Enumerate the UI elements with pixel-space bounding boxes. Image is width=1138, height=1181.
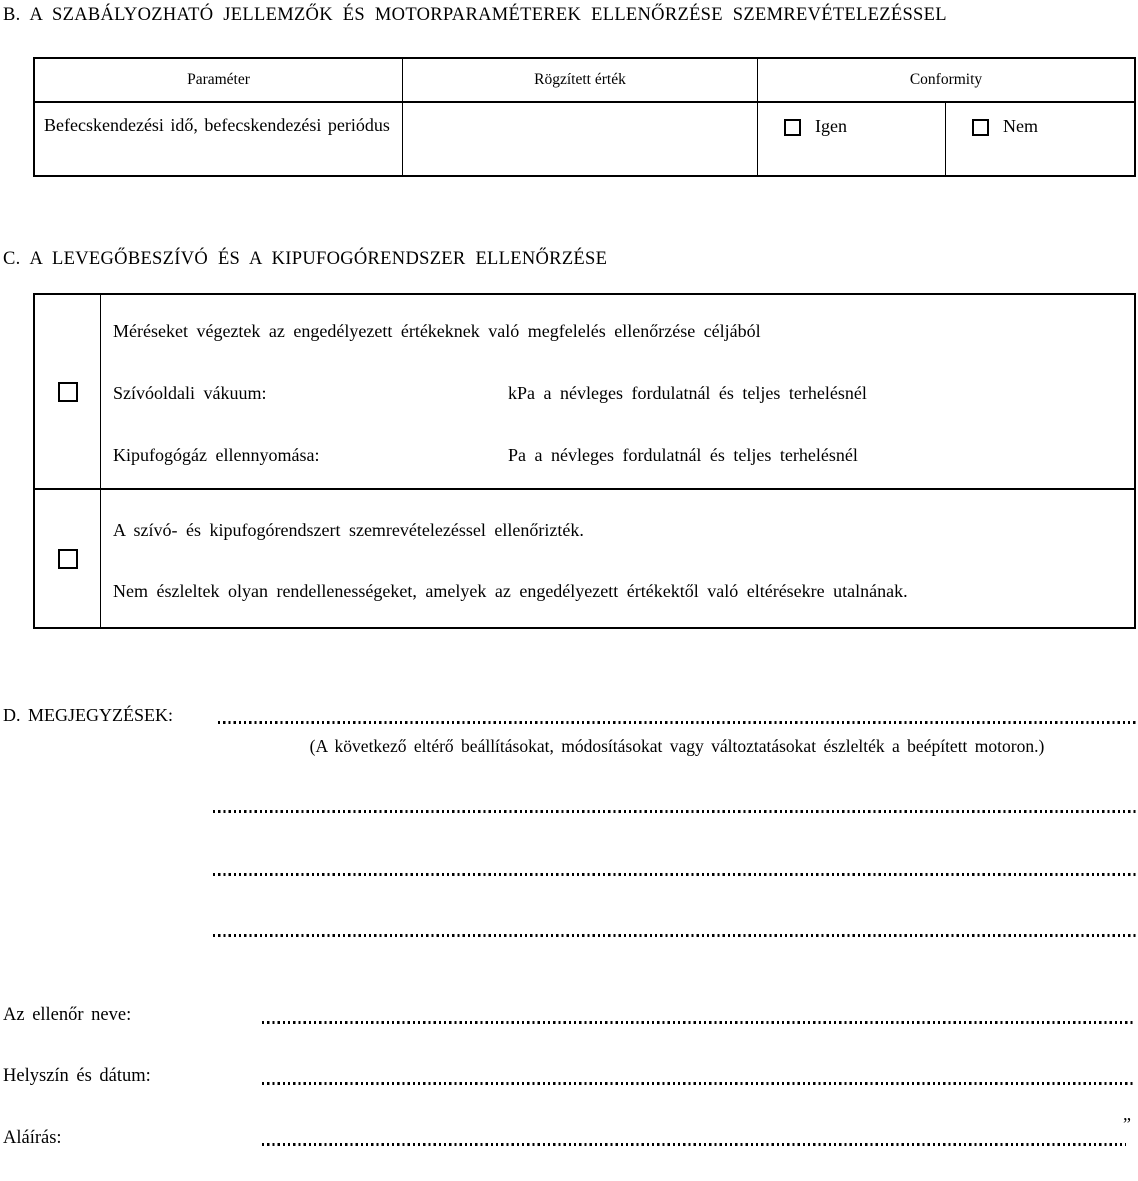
measurements-checkbox[interactable] <box>58 382 78 402</box>
place-date-line[interactable] <box>262 1082 1134 1085</box>
section-b-table <box>33 57 1136 177</box>
visual-inspection-line1: A szívó- és kipufogórendszert szemrevételezéssel ellenőrizték. <box>113 520 584 540</box>
signature-line[interactable] <box>262 1143 1126 1146</box>
measurements-checkbox-cell <box>35 295 101 488</box>
recorded-value-cell[interactable] <box>403 103 758 175</box>
measurements-row <box>35 295 1134 490</box>
visual-inspection-line2: Nem észleltek olyan rendellenességeket, amelyek az engedélyezett értékektől való eltérésekre utalnának. <box>113 581 908 601</box>
comments-dotted-line-4[interactable] <box>213 934 1136 937</box>
nem-checkbox[interactable] <box>972 119 989 136</box>
table-b-header-row <box>35 59 1134 103</box>
table-b-data-row <box>35 103 1134 175</box>
section-c-heading: C. A LEVEGŐBESZÍVÓ ÉS A KIPUFOGÓRENDSZER ELLENŐRZÉSE <box>3 249 608 269</box>
comments-dotted-line-3[interactable] <box>213 873 1136 876</box>
section-b-heading: B. A SZABÁLYOZHATÓ JELLEMZŐK ÉS MOTORPARAMÉTEREK ELLENŐRZÉSE SZEMREVÉTELEZÉSSEL <box>3 5 947 25</box>
closing-quote-mark: ” <box>1123 1114 1131 1134</box>
vacuum-label: Szívóoldali vákuum: <box>113 383 267 403</box>
inspector-name-label: Az ellenőr neve: <box>3 1005 132 1025</box>
backpressure-value: Pa a névleges fordulatnál és teljes terhelésnél <box>508 445 858 465</box>
vacuum-value: kPa a névleges fordulatnál és teljes terhelésnél <box>508 383 867 403</box>
conformity-no-cell <box>946 103 1134 175</box>
place-date-label: Helyszín és dátum: <box>3 1066 151 1086</box>
table-b-col-conformity: Conformity <box>909 71 983 88</box>
parameter-cell: Befecskendezési idő, befecskendezési periódus <box>35 103 403 175</box>
section-c-table <box>33 293 1136 629</box>
igen-label: Igen <box>815 116 847 136</box>
signature-label: Aláírás: <box>3 1128 62 1148</box>
backpressure-line <box>113 445 1120 466</box>
visual-inspection-checkbox-cell <box>35 490 101 627</box>
conformity-yes-cell <box>758 103 946 175</box>
measurements-content <box>101 295 1134 488</box>
visual-inspection-checkbox[interactable] <box>58 549 78 569</box>
igen-checkbox[interactable] <box>784 119 801 136</box>
table-b-col-parameter: Paraméter <box>35 59 403 101</box>
visual-inspection-content <box>101 490 1134 627</box>
section-d-label: D. MEGJEGYZÉSEK: <box>3 705 173 725</box>
nem-label: Nem <box>1003 116 1038 136</box>
table-b-col-recorded-value: Rögzített érték <box>403 59 758 101</box>
inspector-name-line[interactable] <box>262 1021 1134 1024</box>
measurements-intro: Méréseket végeztek az engedélyezett értékeknek való megfelelés ellenőrzése céljából <box>113 321 761 341</box>
vacuum-line <box>113 383 1120 404</box>
comments-note: (A következő eltérő beállításokat, módosításokat vagy változtatásokat észlelték a beépített motoron.) <box>309 736 1045 756</box>
comments-dotted-line-1[interactable] <box>218 721 1136 724</box>
backpressure-label: Kipufogógáz ellennyomása: <box>113 445 320 465</box>
comments-dotted-line-2[interactable] <box>213 810 1136 813</box>
visual-inspection-row <box>35 490 1134 627</box>
